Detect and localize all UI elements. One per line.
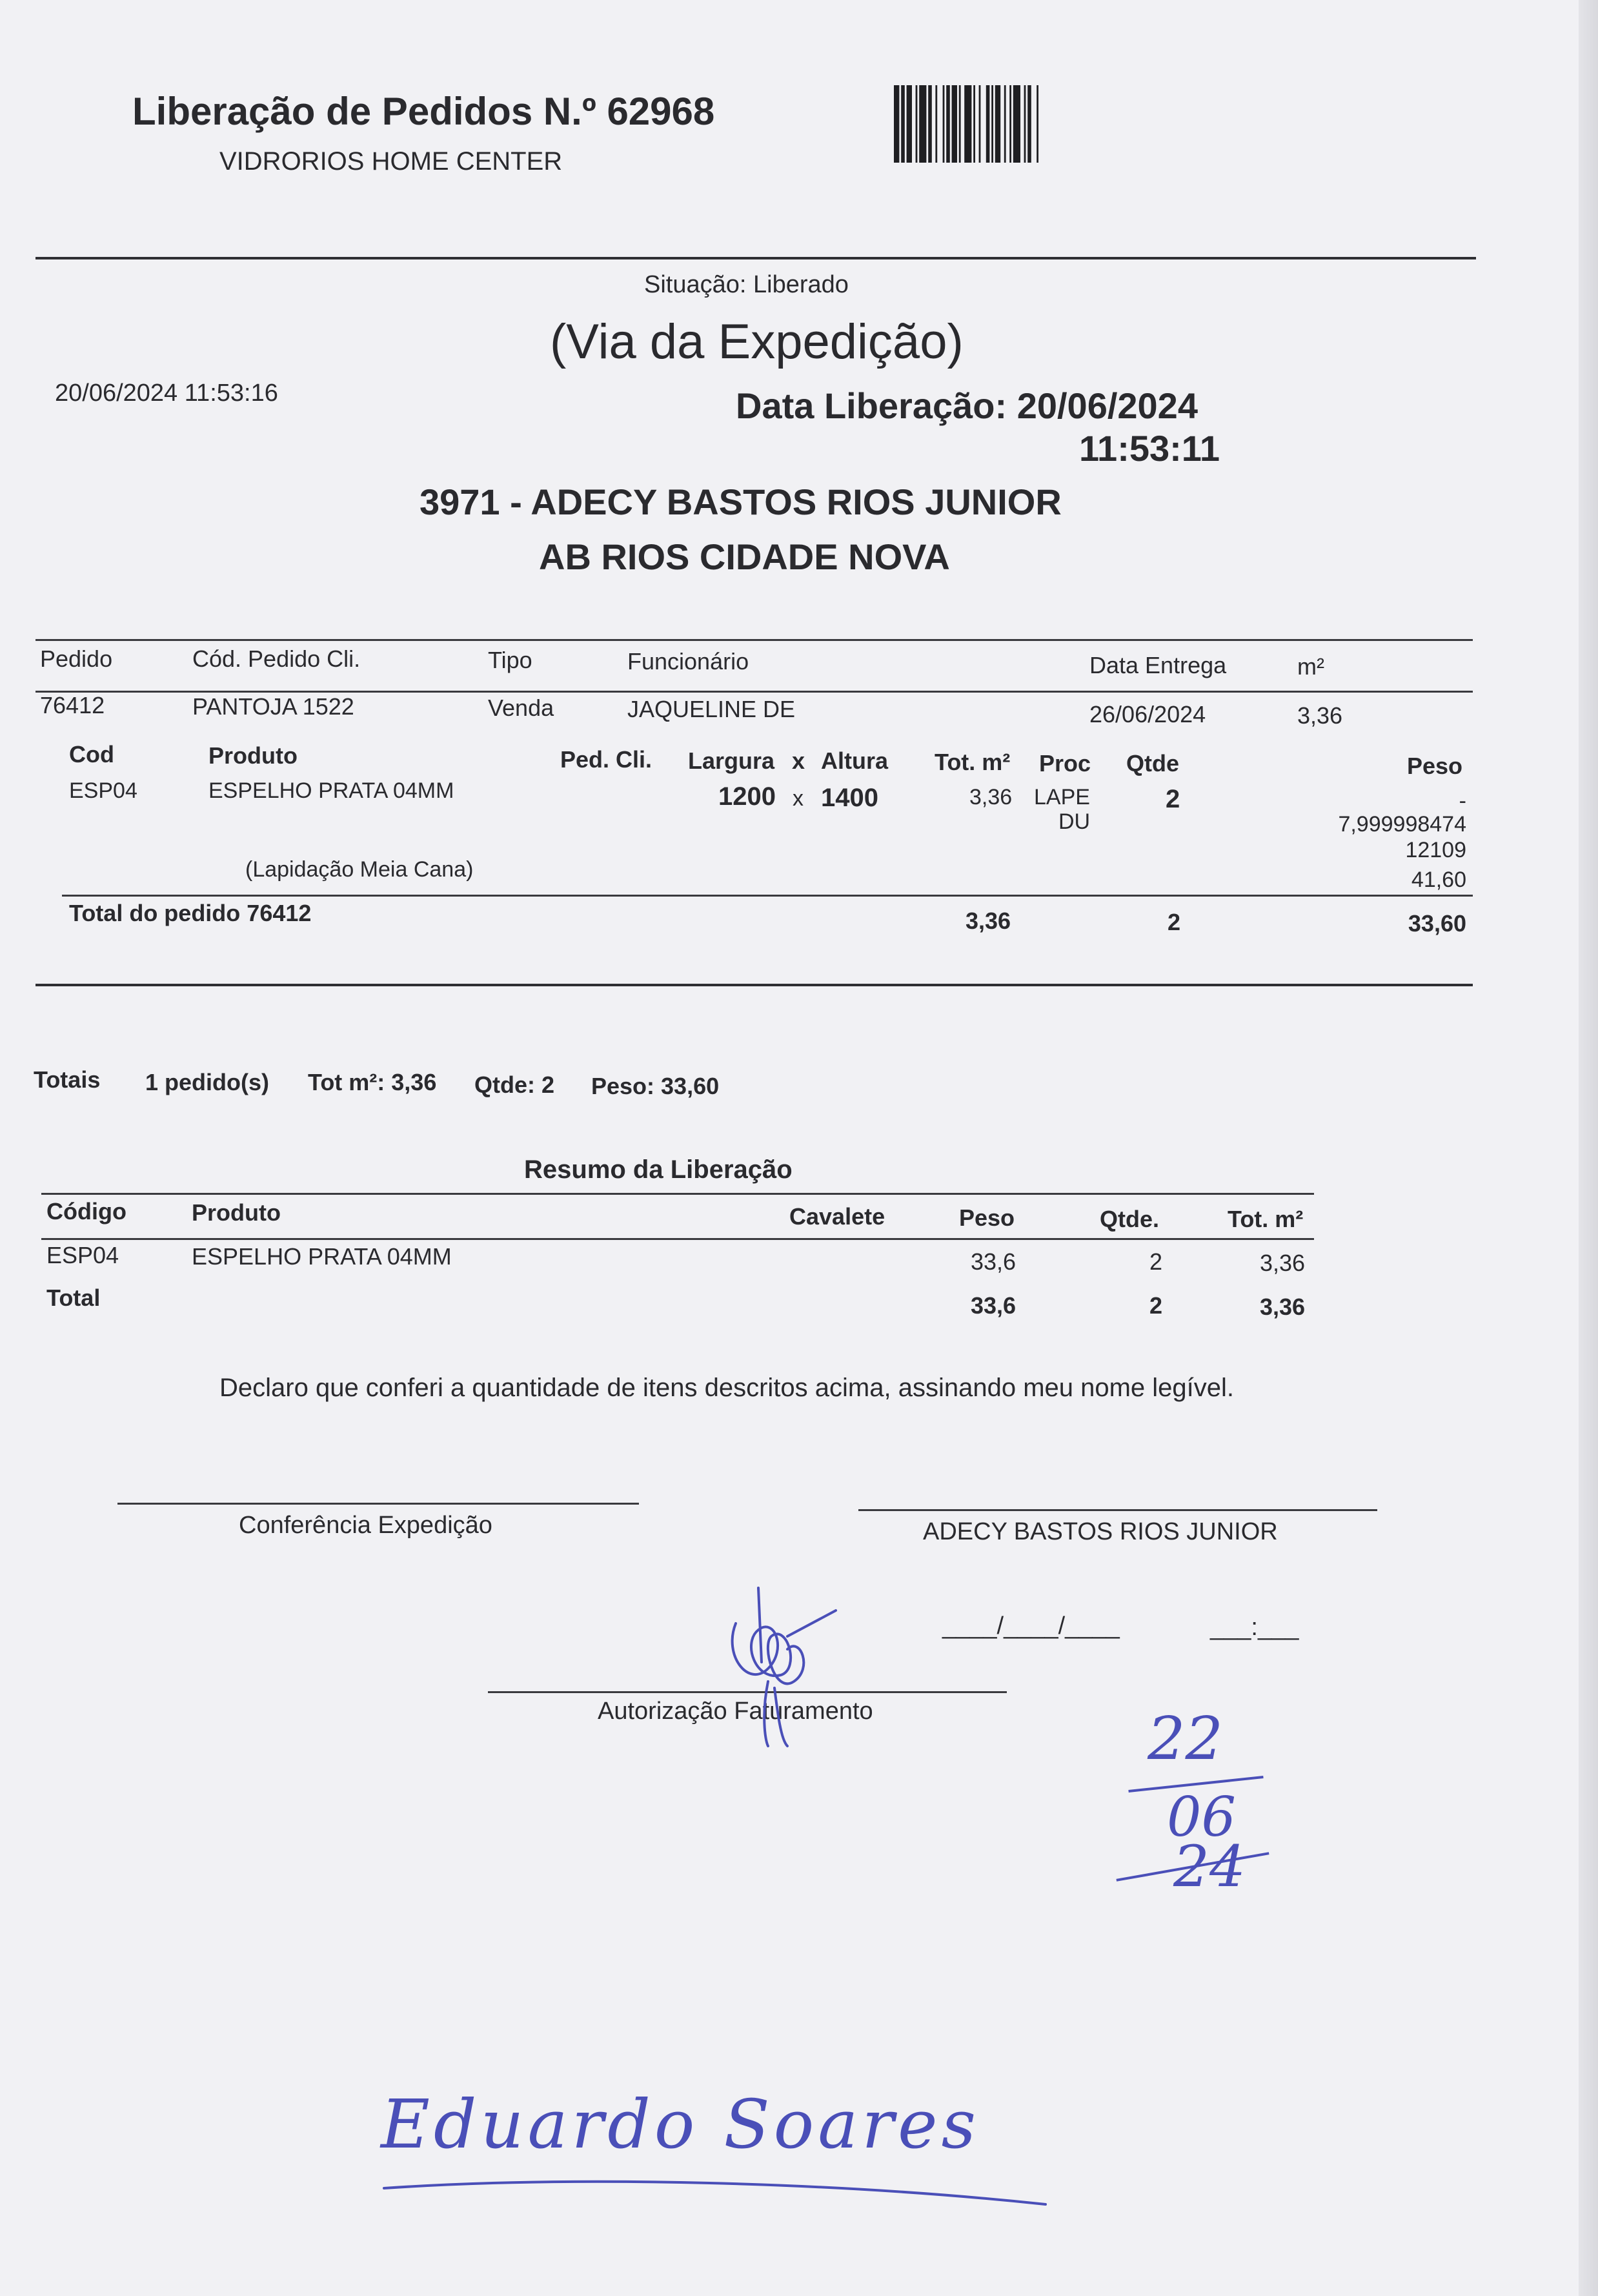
summary-total-label: Total (46, 1285, 101, 1311)
item-tot-m2: 3,36 (969, 785, 1013, 809)
barcode-bar (907, 85, 912, 163)
barcode-bar (1037, 85, 1038, 163)
summary-title: Resumo da Liberação (524, 1155, 793, 1184)
conferencia-label: Conferência Expedição (239, 1512, 492, 1539)
item-x: x (793, 786, 804, 811)
summary-row-weight: 33,6 (971, 1248, 1016, 1275)
company-name: VIDRORIOS HOME CENTER (219, 147, 563, 176)
handwritten-name: Eduardo Soares (381, 2085, 980, 2164)
client-signature-line (858, 1509, 1377, 1511)
handwritten-signature-scribble (697, 1585, 852, 1752)
barcode-bar (946, 85, 950, 163)
item-col-peso: Peso (1407, 753, 1463, 779)
item-weight-line4: 41,60 (1411, 868, 1466, 892)
delivery-date: 26/06/2024 (1089, 701, 1206, 727)
client-store: AB RIOS CIDADE NOVA (539, 536, 950, 577)
totals-m2: Tot m²: 3,36 (308, 1069, 437, 1095)
employee-name: JAQUELINE DE (627, 696, 796, 722)
col-cod-pedido-cli: Cód. Pedido Cli. (192, 645, 361, 672)
totals-qty: Qtde: 2 (474, 1072, 555, 1098)
handwritten-year: 24 (1173, 1833, 1246, 1900)
barcode-bar (943, 85, 945, 163)
summary-row-m2: 3,36 (1260, 1250, 1306, 1276)
barcode-icon (894, 85, 1146, 163)
summary-row-code: ESP04 (46, 1242, 119, 1268)
col-funcionario: Funcionário (627, 648, 749, 675)
item-proc-line1: LAPE (1034, 785, 1090, 809)
item-product: ESPELHO PRATA 04MM (208, 778, 454, 803)
barcode-bar (919, 85, 926, 163)
handwritten-month: 06 (1167, 1785, 1236, 1849)
item-col-proc: Proc (1039, 750, 1091, 777)
barcode-bar (1024, 85, 1026, 163)
item-qty: 2 (1166, 785, 1180, 813)
item-col-ped-cli: Ped. Cli. (560, 746, 652, 773)
client-order-code: PANTOJA 1522 (192, 693, 354, 720)
barcode-bar (916, 85, 918, 163)
summary-col-peso: Peso (959, 1204, 1015, 1231)
status-label: Situação: Liberado (644, 271, 849, 298)
barcode-bar (995, 85, 1000, 163)
release-time: 11:53:11 (1079, 428, 1220, 469)
item-col-produto: Produto (208, 742, 298, 769)
barcode-bar (894, 85, 899, 163)
handwritten-day: 22 (1148, 1704, 1224, 1773)
barcode-bar (901, 85, 905, 163)
client-signature-name: ADECY BASTOS RIOS JUNIOR (923, 1518, 1278, 1545)
item-processing-note: (Lapidação Meia Cana) (245, 857, 474, 882)
document-title: Liberação de Pedidos N.º 62968 (132, 90, 715, 133)
summary-col-produto: Produto (192, 1199, 281, 1226)
barcode-bar (964, 85, 971, 163)
item-weight-line3: 12109 (1405, 838, 1466, 862)
barcode-bar (959, 85, 961, 163)
summary-col-tot-m2: Tot. m² (1228, 1206, 1304, 1232)
barcode-bar (1013, 85, 1020, 163)
order-total-label: Total do pedido 76412 (69, 900, 312, 926)
item-height: 1400 (821, 784, 878, 812)
summary-row-product: ESPELHO PRATA 04MM (192, 1243, 452, 1270)
summary-col-codigo: Código (46, 1198, 126, 1224)
barcode-bar (1027, 85, 1031, 163)
totals-orders: 1 pedido(s) (145, 1069, 270, 1095)
col-tipo: Tipo (488, 647, 532, 673)
declaration-text: Declaro que conferi a quantidade de itens descritos acima, assinando meu nome legível. (219, 1374, 1235, 1402)
item-code: ESP04 (69, 778, 137, 803)
summary-header-rule (41, 1238, 1314, 1240)
summary-total-qty: 2 (1149, 1292, 1163, 1319)
item-col-largura: Largura (688, 747, 775, 774)
summary-top-rule (41, 1193, 1314, 1195)
col-data-entrega: Data Entrega (1089, 652, 1227, 678)
barcode-bar (991, 85, 993, 163)
item-weight-line2: 7,999998474 (1338, 812, 1466, 837)
order-table-top-rule (35, 639, 1473, 641)
item-col-altura: Altura (821, 747, 889, 774)
handwritten-name-underline (381, 2169, 1052, 2208)
col-m2: m² (1297, 653, 1324, 680)
summary-row-qty: 2 (1149, 1248, 1163, 1275)
totals-label: Totais (34, 1066, 101, 1093)
header-divider (35, 257, 1476, 259)
item-col-x: x (792, 747, 805, 774)
print-datetime: 20/06/2024 11:53:16 (55, 380, 278, 407)
order-total-weight: 33,60 (1408, 910, 1466, 937)
item-weight-line1: - (1459, 789, 1466, 813)
order-table-header-rule (35, 691, 1473, 693)
summary-total-weight: 33,6 (971, 1292, 1016, 1319)
item-col-qtde: Qtde (1126, 750, 1180, 777)
summary-col-cavalete: Cavalete (789, 1203, 885, 1230)
summary-col-qtde: Qtde. (1100, 1206, 1160, 1232)
release-date: Data Liberação: 20/06/2024 (736, 385, 1198, 426)
autorizacao-label: Autorização Faturamento (598, 1698, 873, 1725)
order-total-rule (62, 895, 1473, 897)
item-proc-line2: DU (1058, 809, 1091, 834)
handwritten-date (1128, 1704, 1296, 1898)
conferencia-signature-line (117, 1503, 639, 1505)
item-col-cod: Cod (69, 741, 114, 767)
time-blank: ___:___ (1210, 1614, 1299, 1641)
barcode-bar (1004, 85, 1006, 163)
paper-edge (1579, 0, 1598, 2296)
order-total-m2: 3,36 (966, 908, 1011, 934)
barcode-bar (1009, 85, 1011, 163)
order-number: 76412 (40, 692, 105, 718)
item-width: 1200 (718, 782, 776, 811)
barcode-bar (973, 85, 975, 163)
order-total-qty: 2 (1168, 909, 1181, 935)
col-pedido: Pedido (40, 645, 113, 672)
copy-type: (Via da Expedição) (550, 314, 964, 369)
totals-weight: Peso: 33,60 (591, 1073, 720, 1099)
barcode-bar (952, 85, 957, 163)
client-name: 3971 - ADECY BASTOS RIOS JUNIOR (420, 482, 1062, 522)
barcode-bar (986, 85, 990, 163)
summary-total-m2: 3,36 (1260, 1294, 1306, 1320)
item-col-tot-m2: Tot. m² (935, 749, 1011, 775)
barcode-bar (935, 85, 937, 163)
order-m2: 3,36 (1297, 702, 1343, 729)
barcode-bar (928, 85, 932, 163)
order-section-end-rule (35, 984, 1473, 986)
barcode-bar (979, 85, 981, 163)
date-blank: ____/____/____ (942, 1612, 1120, 1640)
order-type: Venda (488, 695, 554, 721)
